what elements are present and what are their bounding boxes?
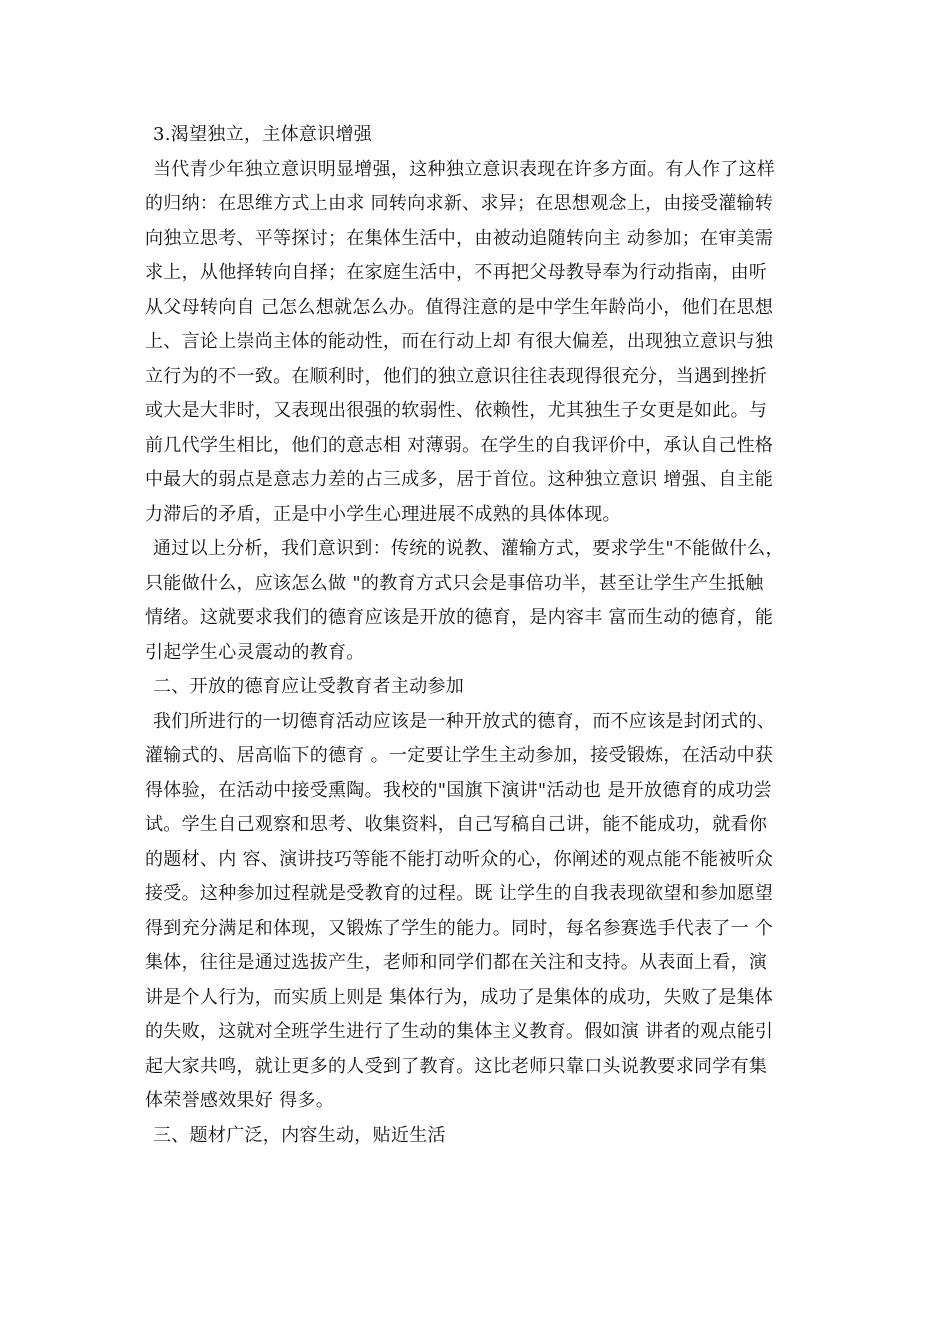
paragraph-line: 向独立思考、平等探讨；在集体生活中，由被动追随转向主 动参加；在审美需	[145, 227, 774, 249]
document-body	[145, 118, 815, 1153]
section-heading-2: 二、开放的德育应让受教育者主动参加	[153, 676, 465, 697]
paragraph-line: 立行为的不一致。在顺利时，他们的独立意识往往表现得很充分，当遇到挫折	[145, 365, 768, 387]
paragraph-line: 体荣誉感效果好 得多。	[145, 1090, 335, 1111]
paragraph-line: 力滞后的矛盾，正是中小学生心理进展不成熟的具体体现。	[145, 503, 621, 525]
paragraph-line: 得体验，在活动中接受熏陶。我校的"国旗下演讲"活动也 是开放德育的成功尝	[145, 779, 773, 801]
paragraph-line: 从父母转向自 己怎么想就怎么办。值得注意的是中学生年龄尚小，他们在思想	[145, 296, 774, 318]
paragraph-line: 的题材、内 容、演讲技巧等能不能打动听众的心，你阐述的观点能不能被听众	[145, 848, 774, 870]
paragraph-line: 前几代学生相比，他们的意志相 对薄弱。在学生的自我评价中，承认自己性格	[145, 434, 774, 456]
paragraph-line: 起大家共鸣，就让更多的人受到了教育。这比老师只靠口头说教要求同学有集	[145, 1055, 768, 1077]
paragraph-line: 当代青少年独立意识明显增强，这种独立意识表现在许多方面。有人作了这样	[153, 158, 776, 180]
paragraph-line: 情绪。这就要求我们的德育应该是开放的德育，是内容丰 富而生动的德育，能	[145, 607, 774, 628]
section-heading-3-title: 三、题材广泛，内容生动，贴近生活	[153, 1124, 446, 1146]
paragraph-line: 讲是个人行为，而实质上则是 集体行为，成功了是集体的成功，失败了是集体	[145, 986, 774, 1008]
paragraph-line: 上、言论上崇尚主体的能动性，而在行动上却 有很大偏差，出现独立意识与独	[145, 331, 774, 352]
paragraph-line: 或大是大非时，又表现出很强的软弱性、依赖性，尤其独生子女更是如此。与	[145, 400, 768, 421]
paragraph-line: 我们所进行的一切德育活动应该是一种开放式的德育，而不应该是封闭式的、	[153, 710, 776, 732]
paragraph-line: 引起学生心灵震动的教育。	[145, 641, 365, 663]
section-heading-3: 3.渴望独立，主体意识增强	[153, 124, 373, 145]
paragraph-line: 得到充分满足和体现，又锻炼了学生的能力。同时，每名参赛选手代表了一 个	[145, 917, 774, 939]
paragraph-line: 求上，从他择转向自择；在家庭生活中，不再把父母教导奉为行动指南，由听	[145, 262, 768, 283]
paragraph-line: 中最大的弱点是意志力差的占三成多，居于首位。这种独立意识 增强、自主能	[145, 469, 774, 490]
paragraph-line: 只能做什么，应该怎么做 "的教育方式只会是事倍功半，甚至让学生产生抵触	[145, 572, 764, 594]
paragraph-line: 灌输式的、居高临下的德育 。一定要让学生主动参加，接受锻炼，在活动中获	[145, 745, 774, 766]
paragraph-line: 通过以上分析，我们意识到：传统的说教、灌输方式，要求学生"不能做什么，	[153, 538, 784, 559]
paragraph-line: 集体，往往是通过选拔产生，老师和同学们都在关注和支持。从表面上看，演	[145, 952, 768, 973]
paragraph-line: 的归纳：在思维方式上由求 同转向求新、求异；在思想观念上，由接受灌输转	[145, 193, 774, 214]
paragraph-line: 试。学生自己观察和思考、收集资料，自己写稿自己讲，能不能成功，就看你	[145, 814, 768, 835]
paragraph-line: 的失败，这就对全班学生进行了生动的集体主义教育。假如演 讲者的观点能引	[145, 1021, 774, 1042]
paragraph-line: 接受。这种参加过程就是受教育的过程。既 让学生的自我表现欲望和参加愿望	[145, 883, 774, 904]
